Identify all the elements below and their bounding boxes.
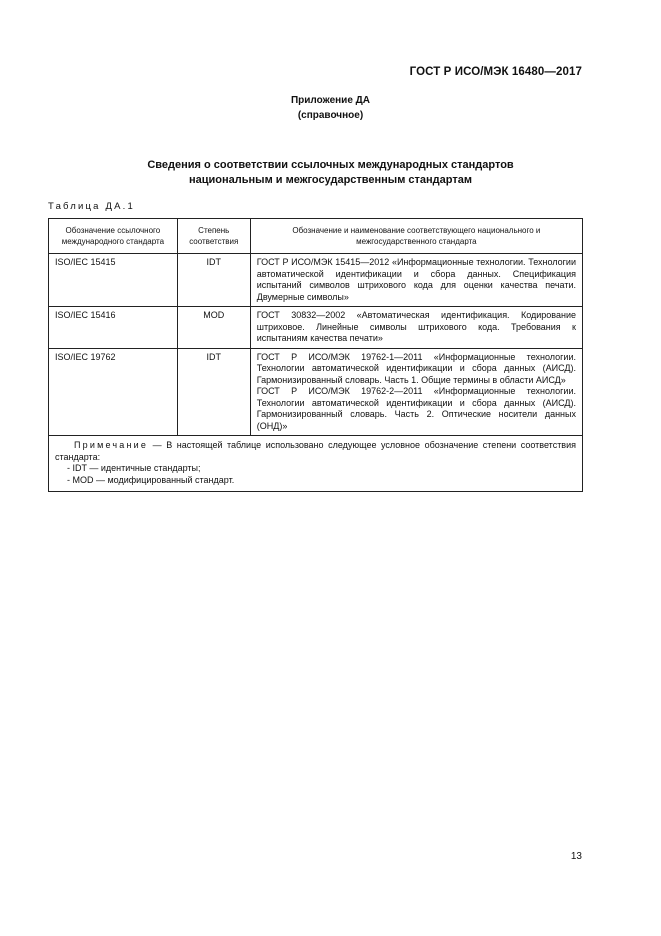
annex-title: Приложение ДА bbox=[290, 95, 371, 106]
table-label: Таблица ДА.1 bbox=[48, 201, 135, 212]
national-standard-cell bbox=[250, 254, 582, 307]
correspondence-table bbox=[48, 218, 583, 492]
table-note-row bbox=[49, 436, 583, 492]
reference-standard-cell: ISO/IEC 15415 bbox=[49, 254, 178, 307]
header-reference-standard: Обозначение ссылочного международного стандарта bbox=[49, 219, 178, 254]
degree-cell: IDT bbox=[177, 348, 250, 436]
reference-standard-cell: ISO/IEC 15416 bbox=[49, 307, 178, 349]
table-row bbox=[49, 348, 583, 436]
note-heading bbox=[55, 440, 576, 463]
note-item: - IDT — идентичные стандарты; bbox=[67, 463, 201, 473]
note-text: — В настоящей таблице использовано следующее условное обозначение степени соответствия стандарта: bbox=[55, 440, 576, 462]
document-code: ГОСТ Р ИСО/МЭК 16480—2017 bbox=[409, 66, 582, 78]
table-row bbox=[49, 254, 583, 307]
section-title-line-2: национальным и межгосударственным стандартам bbox=[189, 174, 472, 186]
national-standard-cell bbox=[250, 348, 582, 436]
section-title bbox=[0, 158, 661, 188]
table-note bbox=[49, 436, 583, 492]
table-header-row bbox=[49, 219, 583, 254]
note-label: Примечание bbox=[74, 440, 149, 450]
national-standard-text: ГОСТ 30832—2002 «Автоматическая идентификация. Кодирование штриховое. Линейные символы штрихового кода. Требования к испытаниям качества печати» bbox=[256, 310, 576, 343]
header-degree: Степень соответствия bbox=[177, 219, 250, 254]
annex-subtitle: (справочное) bbox=[297, 110, 364, 121]
national-standard-text: ГОСТ Р ИСО/МЭК 19762-2—2011 «Информационные технологии. Технологии автоматической идентификации и сбора данных (АИСД). Гармонизированный словарь. Часть 2. Оптические носители данных (ОНД)» bbox=[256, 386, 576, 431]
note-item: - MOD — модифицированный стандарт. bbox=[67, 474, 235, 485]
degree-cell: IDT bbox=[177, 254, 250, 307]
section-title-line-1: Сведения о соответствии ссылочных международных стандартов bbox=[147, 159, 514, 171]
table-row bbox=[49, 307, 583, 349]
national-standard-text: ГОСТ Р ИСО/МЭК 19762-1—2011 «Информационные технологии. Технологии автоматической идентификации и сбора данных (АИСД). Гармонизированный словарь. Часть 1. Общие термины в области АИСД» bbox=[256, 351, 576, 385]
header-national-standard: Обозначение и наименование соответствующего национального и межгосударственного стандарта bbox=[250, 219, 582, 254]
national-standard-cell bbox=[250, 307, 582, 349]
reference-standard-cell: ISO/IEC 19762 bbox=[49, 348, 178, 436]
degree-cell: MOD bbox=[177, 307, 250, 349]
national-standard-text: ГОСТ Р ИСО/МЭК 15415—2012 «Информационные технологии. Технологии автоматической идентификации и сбора данных. Спецификация испытаний символов штрихового кода для оценки качества печати. Двумерные символы» bbox=[256, 257, 576, 302]
page-number: 13 bbox=[570, 851, 582, 862]
